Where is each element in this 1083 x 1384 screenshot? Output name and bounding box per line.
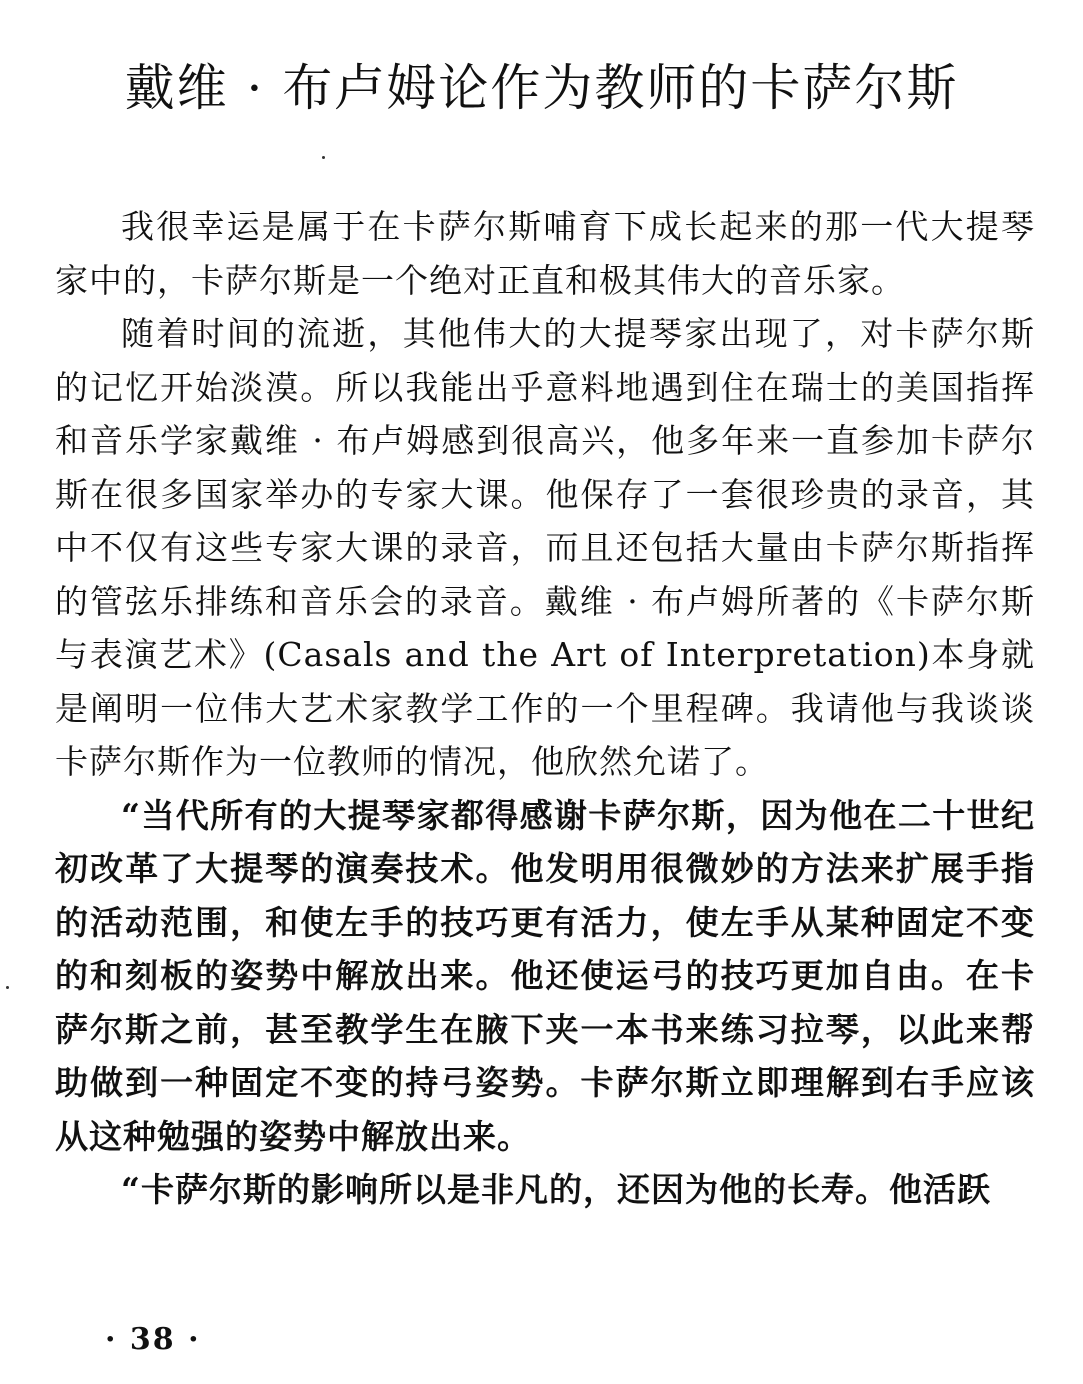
scan-speck xyxy=(322,156,325,159)
paragraph: “当代所有的大提琴家都得感谢卡萨尔斯，因为他在二十世纪初改革了大提琴的演奏技术。他发明用很微妙的方法来扩展手指的活动范围，和使左手的技巧更有活力，使左手从某种固定不变的和刻板的姿势中解放出来。他还使运弓的技巧更加自由。在卡萨尔斯之前，甚至教学生在腋下夹一本书来练习拉琴，以此来帮助做到一种固定不变的持弓姿势。卡萨尔斯立即理解到右手应该从这种勉强的姿势中解放出来。 xyxy=(55,795,1035,1156)
paragraph: 随着时间的流逝，其他伟大的大提琴家出现了，对卡萨尔斯的记忆开始淡漠。所以我能出乎意料地遇到住在瑞士的美国指挥和音乐学家戴维 · 布卢姆感到很高兴，他多年来一直参加卡萨尔斯在很多国家举办的专家大课。他保存了一套很珍贵的录音，其中不仅有这些专家大课的录音，而且还包括大量由卡萨尔斯指挥的管弦乐排练和音乐会的录音。戴维 · 布卢姆所著的《卡萨尔斯与表演艺术》(Casals and the Art of Interpretation)本身就是阐明一位伟大艺术家教学工作的一个里程碑。我请他与我谈谈卡萨尔斯作为一位教师的情况，他欣然允诺了。 xyxy=(55,314,1035,781)
paragraph: 我很幸运是属于在卡萨尔斯哺育下成长起来的那一代大提琴家中的，卡萨尔斯是一个绝对正直和极其伟大的音乐家。 xyxy=(55,207,1035,300)
page-title: 戴维 · 布卢姆论作为教师的卡萨尔斯 xyxy=(124,59,959,117)
paragraph: “卡萨尔斯的影响所以是非凡的，还因为他的长寿。他活跃 xyxy=(121,1170,991,1209)
article-body xyxy=(55,200,1035,1217)
page-number: · 38 · xyxy=(105,1322,201,1357)
scan-speck xyxy=(6,986,9,989)
